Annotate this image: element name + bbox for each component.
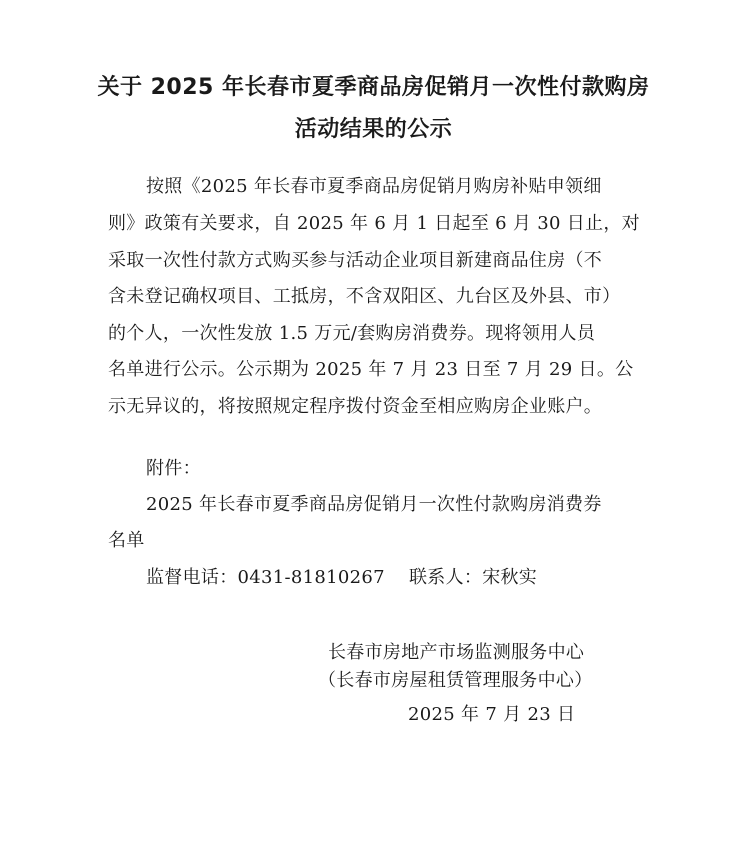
- body-line-1: 按照《2025 年长春市夏季商品房促销月购房补贴申领细: [146, 176, 602, 197]
- attachment-line-2: 名单: [108, 530, 145, 551]
- attachment-line-1: 2025 年长春市夏季商品房促销月一次性付款购房消费券: [146, 494, 602, 515]
- contact-line: 监督电话：0431-81810267 联系人：宋秋实: [146, 567, 538, 588]
- signature-date: 2025 年 7 月 23 日: [408, 704, 576, 725]
- body-line-6: 名单进行公示。公示期为 2025 年 7 月 23 日至 7 月 29 日。公: [108, 359, 634, 380]
- attachment-label: 附件：: [146, 458, 201, 479]
- body-line-2: 则》政策有关要求，自 2025 年 6 月 1 日起至 6 月 30 日止，对: [108, 213, 640, 234]
- signature-org-alt: （长春市房屋租赁管理服务中心）: [318, 670, 593, 691]
- body-line-3: 采取一次性付款方式购买参与活动企业项目新建商品住房（不: [108, 250, 603, 271]
- body-line-5: 的个人，一次性发放 1.5 万元/套购房消费券。现将领用人员: [108, 323, 596, 344]
- notice-title-line-2: 活动结果的公示: [294, 117, 453, 142]
- body-line-7: 示无异议的，将按照规定程序拨付资金至相应购房企业账户。: [108, 396, 603, 417]
- notice-title-line-1: 关于 2025 年长春市夏季商品房促销月一次性付款购房: [97, 75, 650, 100]
- body-line-4: 含未登记确权项目、工抵房，不含双阳区、九台区及外县、市）: [108, 286, 621, 307]
- signature-org: 长春市房地产市场监测服务中心: [328, 642, 585, 663]
